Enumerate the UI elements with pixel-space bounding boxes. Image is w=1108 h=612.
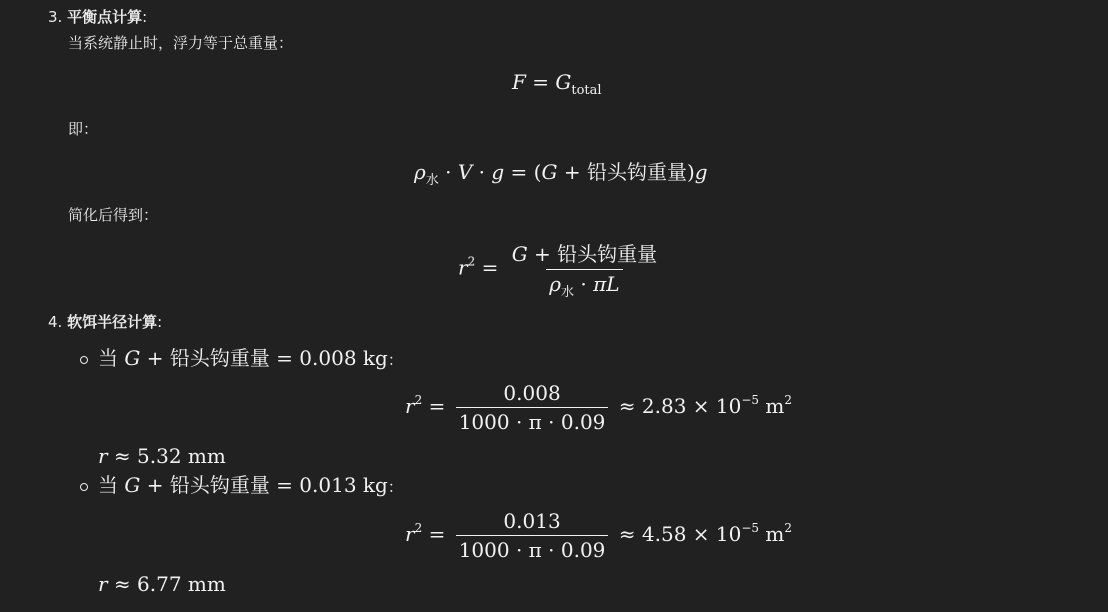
ie-label: 即： — [68, 120, 99, 138]
section-4-number: 4. — [48, 313, 63, 331]
case-1-pow: −5 — [741, 393, 760, 407]
eq2-close: ) — [686, 160, 695, 184]
case-2-value: = 0.013 kg — [269, 473, 388, 497]
case-1-result — [98, 444, 226, 468]
eq2-G: G — [541, 160, 558, 184]
case-2-unit-exp: 2 — [784, 521, 793, 535]
eq3-numerator — [509, 238, 660, 269]
case-2-weight: 铅头钩重量 — [169, 473, 270, 497]
eq2-weight: 铅头钩重量 — [586, 160, 687, 184]
case-2-fraction — [456, 509, 609, 562]
case-1-numerator: 0.008 — [503, 381, 561, 405]
case-1-when: 当 — [98, 346, 118, 370]
eq2-V: V — [457, 160, 473, 184]
case-2-equals: = — [428, 522, 446, 546]
equilibrium-intro: 当系统静止时，浮力等于总重量： — [68, 34, 294, 52]
eq3-den-L: L — [606, 272, 620, 296]
case-2-approx: ≈ 4.58 × 10 — [618, 522, 742, 546]
case-2-pow: −5 — [741, 521, 760, 535]
case-1-approx: ≈ 2.83 × 10 — [618, 394, 742, 418]
case-2-equation — [405, 509, 792, 562]
case-2-denominator: 1000 · π · 0.09 — [456, 535, 609, 562]
case-1-unit: m — [759, 394, 785, 418]
eq2-g: g — [491, 160, 505, 184]
case-2-result-value: ≈ 6.77 mm — [107, 572, 226, 596]
section-4-heading — [48, 311, 162, 332]
eq3-num-weight: 铅头钩重量 — [557, 242, 658, 266]
eq1-lhs: F — [512, 70, 526, 94]
case-1-equation — [405, 381, 792, 434]
eq3-num-G: G — [511, 242, 528, 266]
case-1-G: G — [124, 346, 141, 370]
eq3-denominator — [546, 269, 622, 300]
eq3-den-pi: π — [593, 272, 607, 296]
equation-balance — [414, 156, 708, 188]
case-2-numerator: 0.013 — [503, 509, 561, 533]
case-1-exp: 2 — [414, 393, 423, 407]
bullet-icon — [80, 356, 88, 364]
bullet-icon — [80, 483, 88, 491]
equation-buoyancy — [512, 70, 602, 98]
eq3-den-rho: ρ — [549, 272, 562, 296]
case-1-result-value: ≈ 5.32 mm — [107, 444, 226, 468]
eq3-den-dot: · — [574, 272, 594, 296]
eq2-rho: ρ — [414, 160, 426, 184]
case-2-exp: 2 — [414, 521, 423, 535]
eq2-op: = ( — [504, 160, 542, 184]
eq1-G: G — [555, 70, 572, 94]
case-1-colon: ： — [387, 351, 403, 369]
eq2-dot-b: · — [472, 160, 492, 184]
case-2-colon: ： — [387, 478, 403, 496]
section-3-title: 平衡点计算 — [67, 8, 143, 26]
equation-radius-general — [458, 238, 664, 300]
section-3-colon: : — [142, 8, 148, 26]
case-1-result-r: r — [98, 444, 108, 468]
case-2-plus: + — [140, 473, 170, 497]
section-3-number: 3. — [48, 8, 63, 26]
section-3-heading — [48, 6, 147, 27]
simplify-label: 简化后得到： — [68, 206, 159, 224]
case-1-denominator: 1000 · π · 0.09 — [456, 407, 609, 434]
case-2-result-r: r — [98, 572, 108, 596]
eq3-fraction — [509, 238, 660, 300]
eq2-plus: + — [557, 160, 587, 184]
section-4-colon: : — [157, 313, 163, 331]
eq2-water: 水 — [425, 173, 439, 188]
case-1-value: = 0.008 kg — [269, 346, 388, 370]
case-2-condition — [80, 469, 403, 498]
eq1-op: = — [532, 70, 550, 94]
case-1-r: r — [405, 394, 415, 418]
eq1-sub: total — [571, 83, 602, 98]
eq2-g2: g — [694, 160, 708, 184]
eq3-exp: 2 — [467, 254, 476, 269]
eq3-op: = — [481, 255, 499, 280]
eq2-dot-a: · — [445, 160, 458, 184]
case-1-fraction — [456, 381, 609, 434]
case-1-unit-exp: 2 — [784, 393, 793, 407]
case-2-when: 当 — [98, 473, 118, 497]
case-1-weight: 铅头钩重量 — [169, 346, 270, 370]
case-2-G: G — [124, 473, 141, 497]
case-1-plus: + — [140, 346, 170, 370]
case-2-unit: m — [759, 522, 785, 546]
section-4-title: 软饵半径计算 — [67, 313, 158, 331]
eq3-den-water: 水 — [561, 285, 575, 300]
case-2-r: r — [405, 522, 415, 546]
eq3-r: r — [458, 255, 468, 280]
case-1-condition — [80, 342, 403, 371]
eq3-num-plus: + — [527, 242, 558, 266]
case-1-equals: = — [428, 394, 446, 418]
case-2-result — [98, 572, 226, 596]
